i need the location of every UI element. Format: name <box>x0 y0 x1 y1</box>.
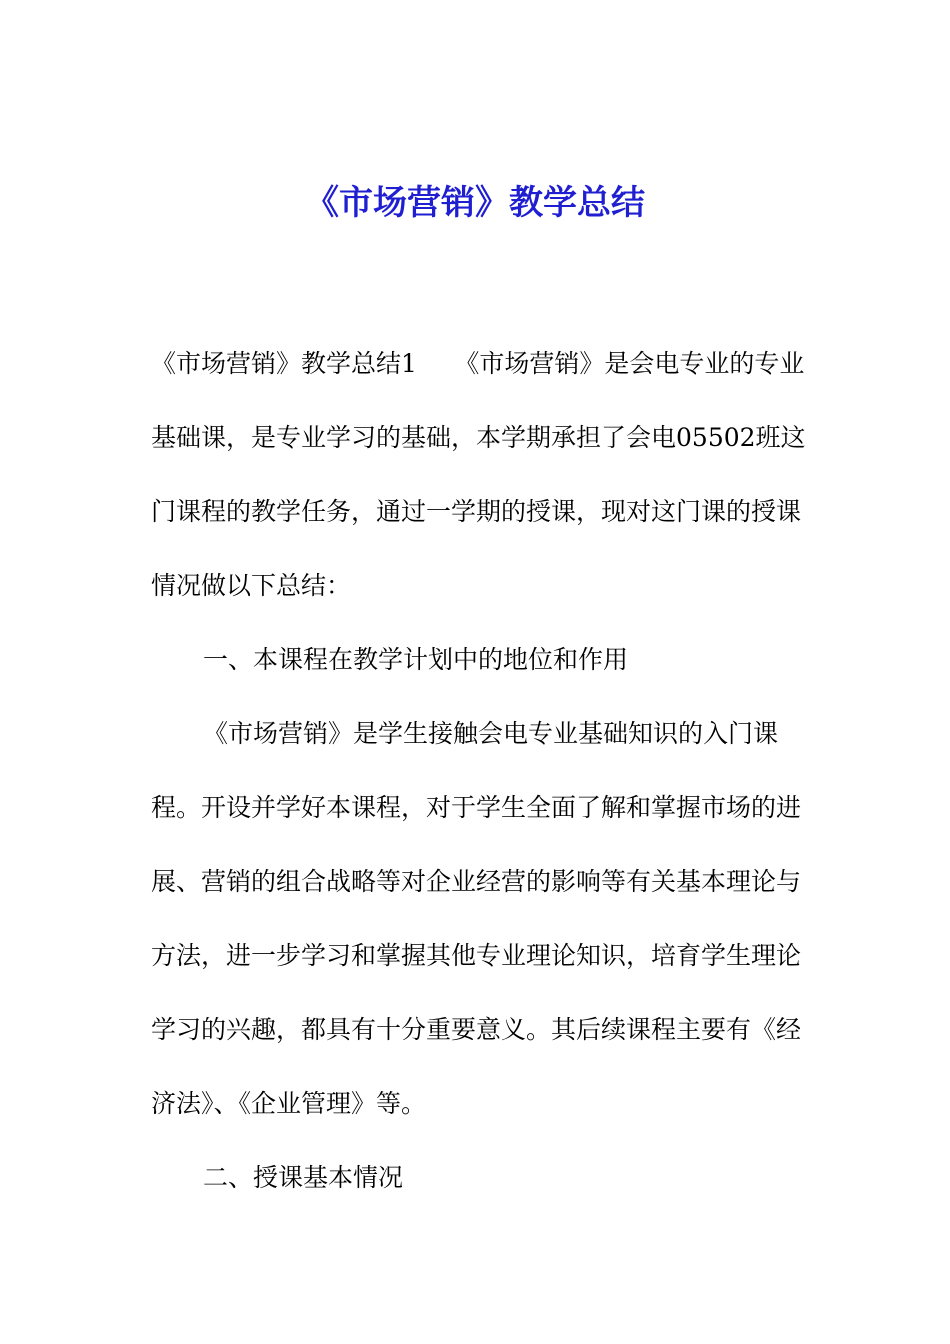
course-role-paragraph: 《市场营销》是学生接触会电专业基础知识的入门课程。开设并学好本课程，对于学生全面了解和掌握市场的进展、营销的组合战略等对企业经营的影响等有关基本理论与方法，进一步学习和掌握其他专业理论知识，培育学生理论学习的兴趣，都具有十分重要意义。其后续课程主要有《经济法》、《企业管理》等。 <box>151 719 802 1118</box>
intro-paragraph: 《市场营销》教学总结1 《市场营销》是会电专业的专业基础课，是专业学习的基础，本学期承担了会电05502班这门课程的教学任务，通过一学期的授课，现对这门课的授课情况做以下总结： <box>151 349 806 600</box>
document-title: 《市场营销》教学总结 <box>305 183 645 223</box>
section-heading-1: 一、本课程在教学计划中的地位和作用 <box>203 645 629 674</box>
section-heading-2: 二、授课基本情况 <box>203 1163 404 1192</box>
document-body <box>151 327 811 1215</box>
